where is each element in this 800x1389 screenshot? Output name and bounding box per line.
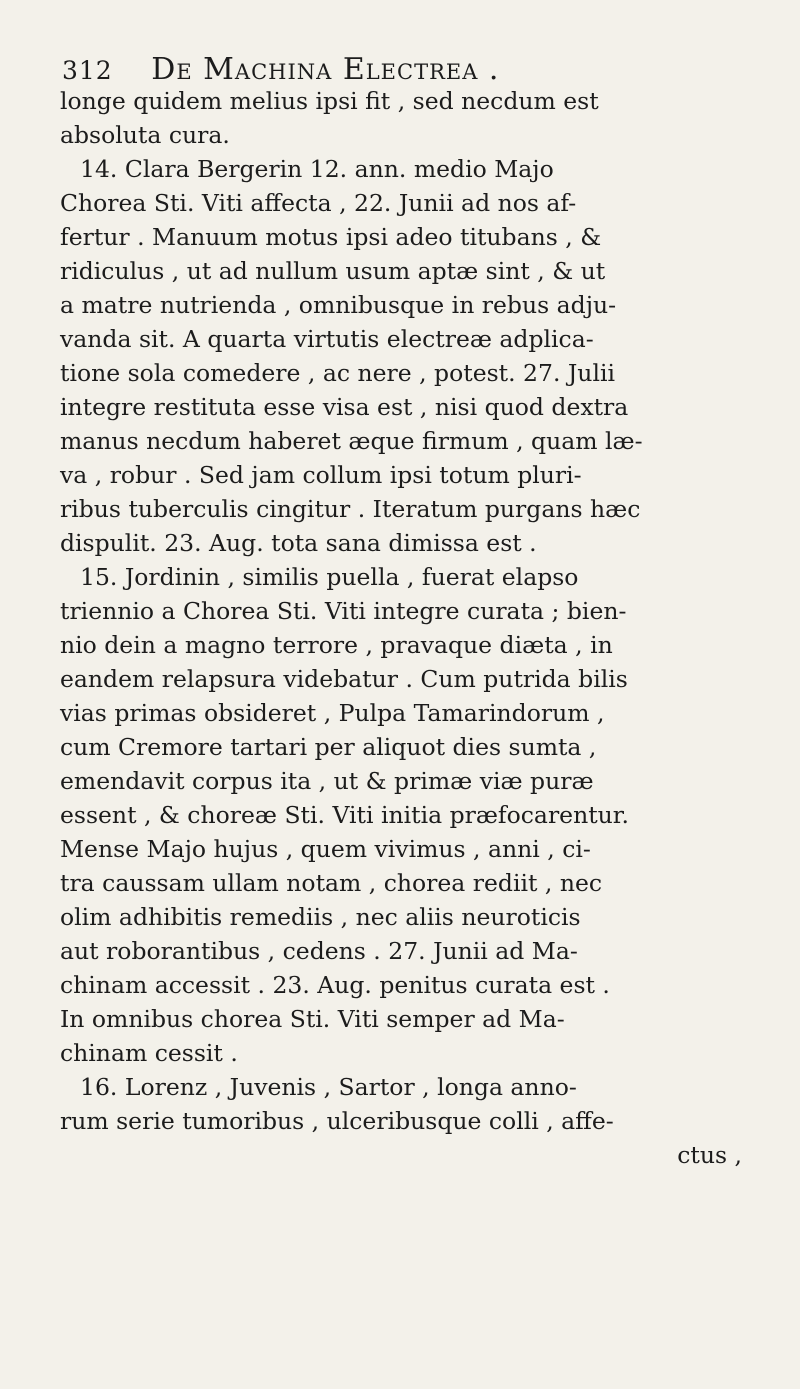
- text-line: longe quidem melius ipsi fit , sed necdum est: [60, 87, 599, 115]
- text-line: eandem relapsura videbatur . Cum putrida bilis: [60, 665, 628, 693]
- text-line: In omnibus chorea Sti. Viti semper ad Ma-: [60, 1005, 565, 1033]
- text-line: va , robur . Sed jam collum ipsi totum pluri-: [60, 461, 582, 489]
- entry-16-start: 16. Lorenz , Juvenis , Sartor , longa anno-: [80, 1073, 577, 1101]
- text-line: Chorea Sti. Viti affecta , 22. Junii ad nos af-: [60, 189, 577, 217]
- text-line: cum Cremore tartari per aliquot dies sumta ,: [60, 733, 597, 761]
- text-line: tra caussam ullam notam , chorea rediit , nec: [60, 869, 603, 897]
- text-line: integre restituta esse visa est , nisi quod dextra: [60, 393, 629, 421]
- text-line: Mense Majo hujus , quem vivimus , anni , ci-: [60, 835, 591, 863]
- text-line: a matre nutrienda , omnibusque in rebus adju-: [60, 291, 617, 319]
- text-line: vias primas obsideret , Pulpa Tamarindorum ,: [60, 699, 605, 727]
- text-line: dispulit. 23. Aug. tota sana dimissa est .: [60, 529, 537, 557]
- entry-14-start: 14. Clara Bergerin 12. ann. medio Majo: [80, 155, 554, 183]
- page-number: 312: [62, 56, 113, 85]
- body-text: [60, 84, 760, 1172]
- text-line: aut roborantibus , cedens . 27. Junii ad Ma-: [60, 937, 578, 965]
- text-line: ridiculus , ut ad nullum usum aptæ sint , & ut: [60, 257, 606, 285]
- text-line: fertur . Manuum motus ipsi adeo titubans , &: [60, 223, 602, 251]
- catchword-line: ctus ,: [677, 1141, 742, 1169]
- text-line: chinam cessit .: [60, 1039, 238, 1067]
- text-line: emendavit corpus ita , ut & primæ viæ puræ: [60, 767, 594, 795]
- text-line: triennio a Chorea Sti. Viti integre curata ; bien-: [60, 597, 627, 625]
- text-line: essent , & choreæ Sti. Viti initia præfocarentur.: [60, 801, 629, 829]
- text-line: nio dein a magno terrore , pravaque diæta , in: [60, 631, 613, 659]
- text-line: tione sola comedere , ac nere , potest. 27. Julii: [60, 359, 615, 387]
- text-line: vanda sit. A quarta virtutis electreæ adplica-: [60, 325, 594, 353]
- text-line: chinam accessit . 23. Aug. penitus curata est .: [60, 971, 610, 999]
- text-line: olim adhibitis remediis , nec aliis neuroticis: [60, 903, 581, 931]
- text-line: manus necdum haberet æque firmum , quam læ-: [60, 427, 643, 455]
- running-title: De Machina Electrea .: [151, 52, 500, 87]
- text-line: absoluta cura.: [60, 121, 230, 149]
- text-line: ribus tuberculis cingitur . Iteratum purgans hæc: [60, 495, 641, 523]
- entry-15-start: 15. Jordinin , similis puella , fuerat elapso: [80, 563, 579, 591]
- text-line: rum serie tumoribus , ulceribusque colli , affe-: [60, 1107, 614, 1135]
